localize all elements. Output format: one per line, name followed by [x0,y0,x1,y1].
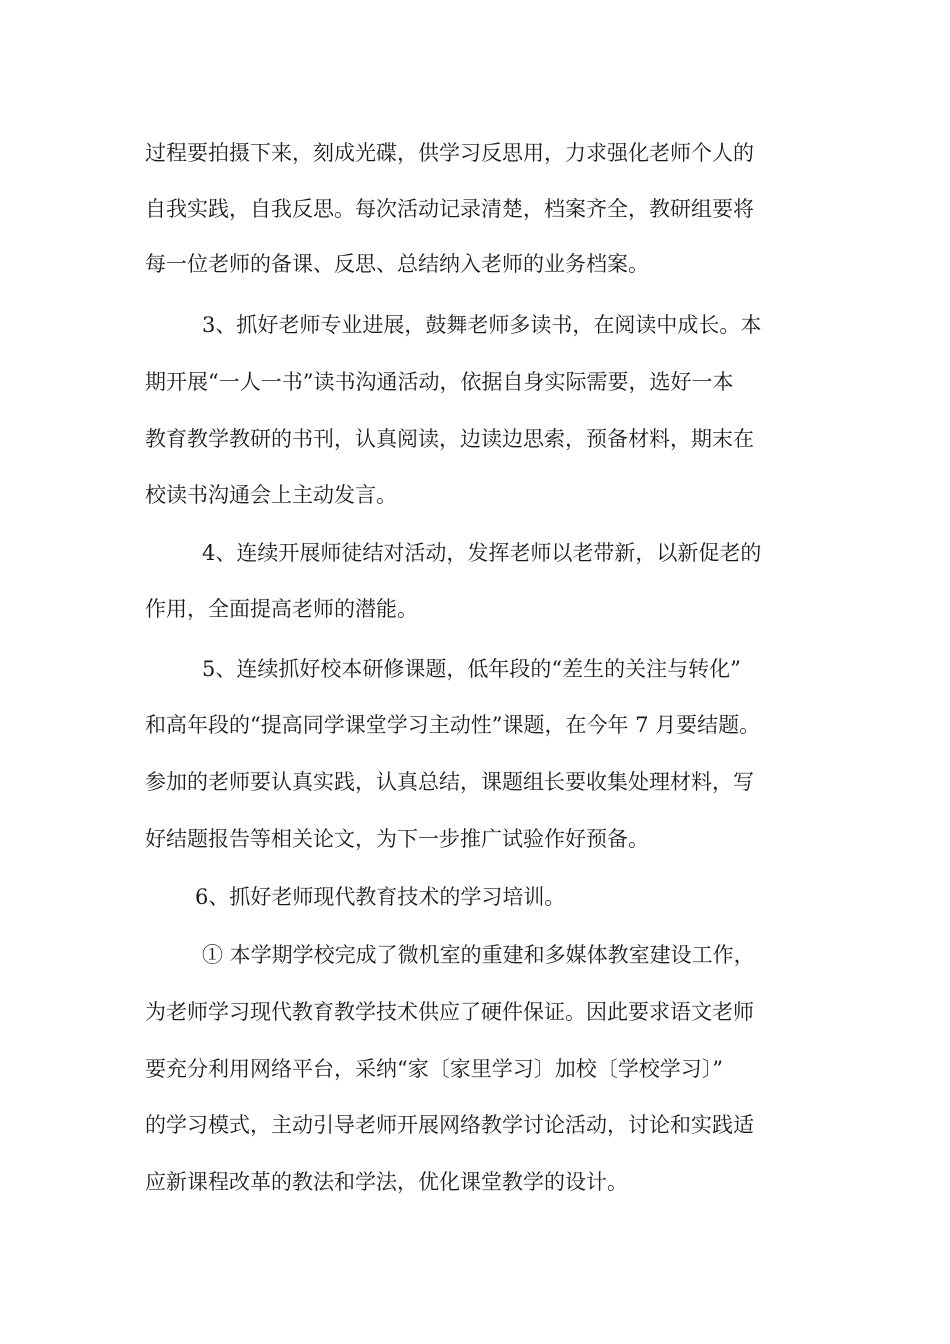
text-line: ① 本学期学校完成了微机室的重建和多媒体教室建设工作， [202,943,755,967]
text-line: 要充分利用网络平台，采纳“家〔家里学习〕加校〔学校学习〕” [145,1057,723,1081]
text-line: 教育教学教研的书刊，认真阅读，边读边思索，预备材料，期末在 [145,427,754,451]
text-line: 应新课程改革的教法和学法，优化课堂教学的设计。 [145,1170,628,1194]
text-line: 和高年段的“提高同学课堂学习主动性”课题，在今年 7 月要结题。 [145,713,761,737]
text-line: 6、抓好老师现代教育技术的学习培训。 [195,885,566,909]
text-line: 自我实践，自我反思。每次活动记录清楚，档案齐全，教研组要将 [145,197,754,221]
text-line: 每一位老师的备课、反思、总结纳入老师的业务档案。 [145,252,649,276]
text-line: 参加的老师要认真实践，认真总结，课题组长要收集处理材料，写 [145,770,754,794]
text-line: 的学习模式，主动引导老师开展网络教学讨论活动，讨论和实践适 [145,1113,754,1137]
text-line: 5、连续抓好校本研修课题，低年段的“差生的关注与转化” [202,657,741,681]
text-line: 作用，全面提高老师的潜能。 [145,597,418,621]
text-line: 校读书沟通会上主动发言。 [145,483,397,507]
text-line: 过程要拍摄下来，刻成光碟，供学习反思用，力求强化老师个人的 [145,141,754,165]
text-line: 4、连续开展师徒结对活动，发挥老师以老带新，以新促老的 [202,541,762,565]
text-line: 好结题报告等相关论文，为下一步推广试验作好预备。 [145,827,649,851]
text-line: 3、抓好老师专业进展，鼓舞老师多读书，在阅读中成长。本 [202,313,762,337]
text-line: 为老师学习现代教育教学技术供应了硬件保证。因此要求语文老师 [145,1000,754,1024]
text-line: 期开展“一人一书”读书沟通活动，依据自身实际需要，选好一本 [145,370,734,394]
